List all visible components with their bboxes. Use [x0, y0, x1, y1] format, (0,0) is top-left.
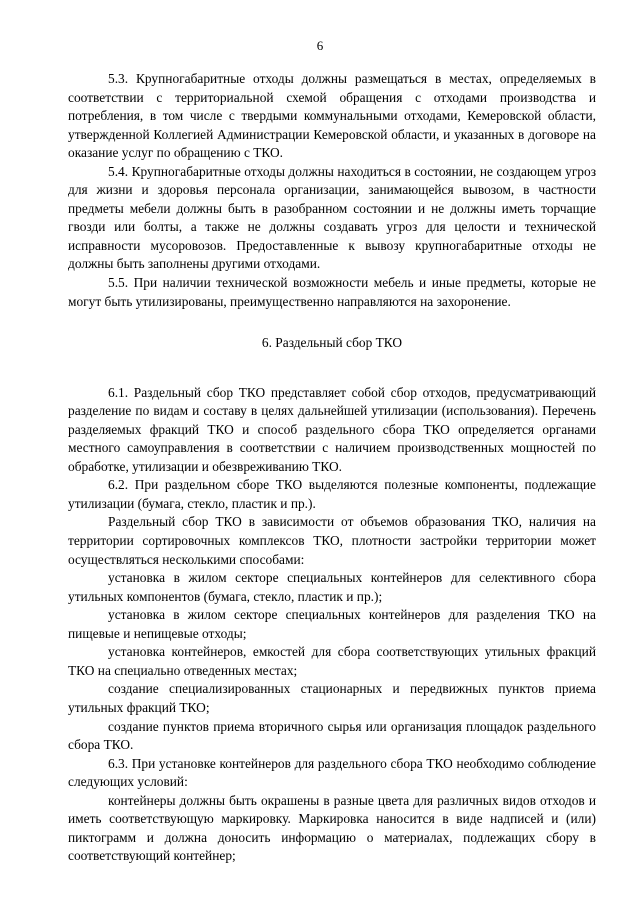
page-number: 6 — [316, 38, 324, 53]
list-item-recycling-points: создание пунктов приема вторичного сырья или организация площадок раздельного сбора ТКО. — [68, 718, 596, 753]
paragraph-separate-collection: Раздельный сбор ТКО в зависимости от объемов образования ТКО, наличия на территории сортировочных комплексов ТКО, плотности застройки территории может осуществляться несколькими способами: — [68, 514, 596, 567]
list-item-designated-places: установка контейнеров, емкостей для сбора соответствующих утильных фракций ТКО на специально отведенных местах; — [68, 644, 596, 678]
section-title: 6. Раздельный сбор ТКО — [261, 335, 403, 351]
paragraph-5-4: 5.4. Крупногабаритные отходы должны находиться в состоянии, не создающем угроз для жизни и здоровья персонала организации, занимающейся вывозом, в частности предметы мебели должны быть в разобранном состоянии и не должны иметь торчащие гвозди или болты, а также не должны создавать угроз для целости и технической исправности мусоровозов. Предоставленные к вывозу крупногабаритные отходы не должны быть заполнены другими отходами. — [68, 163, 596, 272]
paragraph-6-3: 6.3. При установке контейнеров для раздельного сбора ТКО необходимо соблюдение следующих условий: — [68, 755, 596, 790]
paragraph-5-5: 5.5. При наличии технической возможности мебель и иные предметы, которые не могут быть утилизированы, преимущественно направляются на захоронение. — [68, 275, 596, 309]
list-item-food-nonfood-containers: установка в жилом секторе специальных контейнеров для разделения ТКО на пищевые и непищевые отходы; — [68, 607, 596, 641]
list-item-container-colors: контейнеры должны быть окрашены в разные цвета для различных видов отходов и иметь соответствующую маркировку. Маркировка наносится в виде надписей и (или) пиктограмм и должна доносить информацию о материалах, подлежащих сбору в соответствующий контейнер; — [68, 792, 596, 864]
list-item-collection-points: создание специализированных стационарных и передвижных пунктов приема утильных фракций ТКО; — [68, 681, 596, 715]
list-item-selective-containers: установка в жилом секторе специальных контейнеров для селективного сбора утильных компонентов (бумага, стекло, пластик и пр.); — [68, 570, 596, 604]
paragraph-6-1: 6.1. Раздельный сбор ТКО представляет собой сбор отходов, предусматривающий разделение по видам и составу в целях дальнейшей утилизации (использования). Перечень разделяемых фракций ТКО и способ раздельного сбора ТКО определяется органами местного самоуправления в соответствии с наличием производственных мощностей по обработке, утилизации и обезвреживанию ТКО. — [68, 384, 596, 474]
paragraph-6-2: 6.2. При раздельном сборе ТКО выделяются полезные компоненты, подлежащие утилизации (бумага, стекло, пластик и пр.). — [68, 477, 596, 511]
document-body — [68, 70, 596, 866]
paragraph-5-3: 5.3. Крупногабаритные отходы должны размещаться в местах, определяемых в соответствии с территориальной схемой обращения с отходами производства и потребления, в том числе с твердыми коммунальными отходами, Кемеровской области, утвержденной Коллегией Администрации Кемеровской области, и указанных в договоре на оказание услуг по обращению с ТКО. — [68, 71, 596, 161]
